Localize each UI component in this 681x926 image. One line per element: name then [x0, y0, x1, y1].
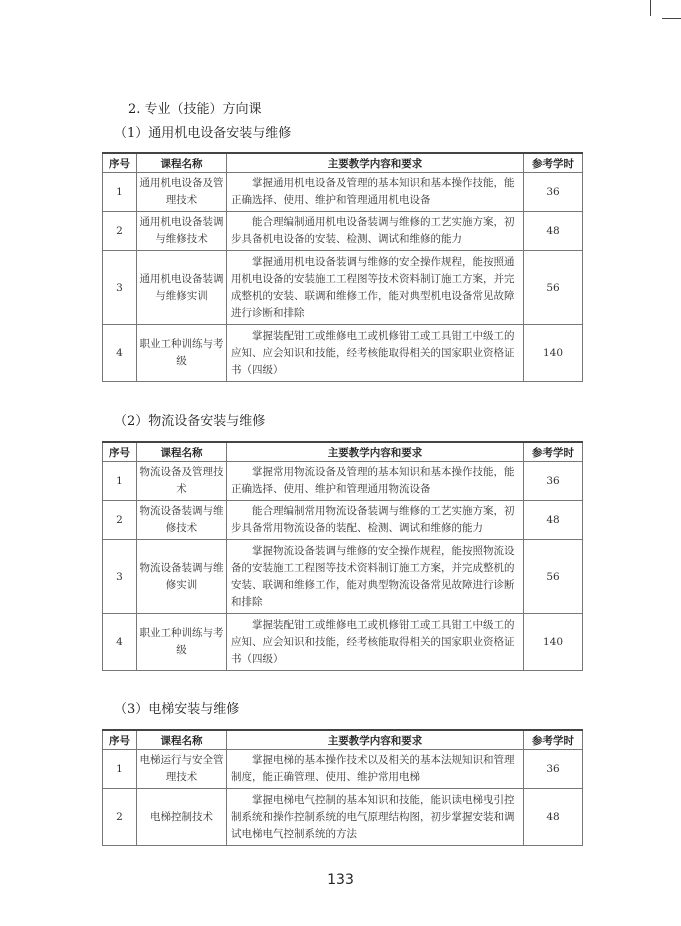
table-row	[103, 325, 583, 382]
row-no: 2	[103, 501, 137, 540]
course-table-3	[102, 729, 583, 846]
row-hours: 48	[524, 789, 583, 846]
row-no: 1	[103, 750, 137, 789]
table-row	[103, 789, 583, 846]
row-content: 掌握通用机电设备及管理的基本知识和基本操作技能，能正确选择、使用、维护和管理通用机电设备	[227, 173, 524, 212]
header-name: 课程名称	[137, 442, 227, 462]
table-row	[103, 462, 583, 501]
row-course-name: 电梯控制技术	[137, 789, 227, 846]
row-course-name: 物流设备及管理技术	[137, 462, 227, 501]
row-course-name: 物流设备装调与维修技术	[137, 501, 227, 540]
row-course-name: 通用机电设备及管理技术	[137, 173, 227, 212]
row-content: 掌握电梯电气控制的基本知识和技能，能识读电梯曳引控制系统和操作控制系统的电气原理结构图，初步掌握安装和调试电梯电气控制系统的方法	[227, 789, 524, 846]
row-course-name: 通用机电设备装调与维修实训	[137, 251, 227, 325]
header-content: 主要教学内容和要求	[227, 730, 524, 750]
row-content: 掌握常用物流设备及管理的基本知识和基本操作技能，能正确选择、使用、维护和管理通用物流设备	[227, 462, 524, 501]
row-no: 1	[103, 462, 137, 501]
row-course-name: 通用机电设备装调与维修技术	[137, 212, 227, 251]
header-content: 主要教学内容和要求	[227, 442, 524, 462]
group-title-2: （2）物流设备安装与维修	[114, 414, 266, 429]
row-content: 掌握物流设备装调与维修的安全操作规程，能按照物流设备的安装施工工程图等技术资料制订施工方案，并完成整机的安装、联调和维修工作，能对典型物流设备常见故障进行诊断和排除	[227, 540, 524, 614]
header-no: 序号	[103, 442, 137, 462]
header-name: 课程名称	[137, 153, 227, 173]
header-hours: 参考学时	[524, 730, 583, 750]
header-hours: 参考学时	[524, 153, 583, 173]
row-no: 3	[103, 540, 137, 614]
row-content: 掌握通用机电设备装调与维修的安全操作规程，能按照通用机电设备的安装施工工程图等技术资料制订施工方案，并完成整机的安装、联调和维修工作，能对典型机电设备常见故障进行诊断和排除	[227, 251, 524, 325]
row-no: 4	[103, 614, 137, 671]
course-table-1	[102, 152, 583, 382]
header-hours: 参考学时	[524, 442, 583, 462]
table-header-row	[103, 153, 583, 173]
table-row	[103, 540, 583, 614]
row-hours: 36	[524, 462, 583, 501]
table-header-row	[103, 730, 583, 750]
table-row	[103, 212, 583, 251]
row-course-name: 职业工种训练与考级	[137, 614, 227, 671]
row-no: 3	[103, 251, 137, 325]
row-hours: 140	[524, 325, 583, 382]
row-no: 1	[103, 173, 137, 212]
row-hours: 56	[524, 251, 583, 325]
header-name: 课程名称	[137, 730, 227, 750]
row-hours: 36	[524, 173, 583, 212]
table-row	[103, 614, 583, 671]
row-no: 2	[103, 789, 137, 846]
row-hours: 56	[524, 540, 583, 614]
header-no: 序号	[103, 730, 137, 750]
table-row	[103, 750, 583, 789]
table-row	[103, 251, 583, 325]
row-content: 能合理编制通用机电设备装调与维修的工艺实施方案，初步具备机电设备的安装、检测、调试和维修的能力	[227, 212, 524, 251]
table-header-row	[103, 442, 583, 462]
row-content: 掌握电梯的基本操作技术以及相关的基本法规知识和管理制度，能正确管理、使用、维护常用电梯	[227, 750, 524, 789]
header-content: 主要教学内容和要求	[227, 153, 524, 173]
row-hours: 48	[524, 212, 583, 251]
row-course-name: 物流设备装调与维修实训	[137, 540, 227, 614]
row-hours: 36	[524, 750, 583, 789]
crop-mark-right	[662, 18, 681, 19]
table-row	[103, 501, 583, 540]
group-title-1: （1）通用机电设备安装与维修	[114, 126, 292, 141]
row-content: 掌握装配钳工或维修电工或机修钳工或工具钳工中级工的应知、应会知识和技能，经考核能取得相关的国家职业资格证书（四级）	[227, 325, 524, 382]
page-number: 133	[327, 872, 354, 888]
row-hours: 48	[524, 501, 583, 540]
section-title: 2. 专业（技能）方向课	[128, 102, 262, 117]
course-table-2	[102, 441, 583, 671]
row-hours: 140	[524, 614, 583, 671]
group-title-3: （3）电梯安装与维修	[114, 702, 240, 717]
row-course-name: 职业工种训练与考级	[137, 325, 227, 382]
crop-mark-top	[650, 0, 651, 16]
header-no: 序号	[103, 153, 137, 173]
row-content: 能合理编制常用物流设备装调与维修的工艺实施方案，初步具备常用物流设备的装配、检测、调试和维修的能力	[227, 501, 524, 540]
row-course-name: 电梯运行与安全管理技术	[137, 750, 227, 789]
table-row	[103, 173, 583, 212]
row-no: 4	[103, 325, 137, 382]
row-content: 掌握装配钳工或维修电工或机修钳工或工具钳工中级工的应知、应会知识和技能，经考核能取得相关的国家职业资格证书（四级）	[227, 614, 524, 671]
row-no: 2	[103, 212, 137, 251]
